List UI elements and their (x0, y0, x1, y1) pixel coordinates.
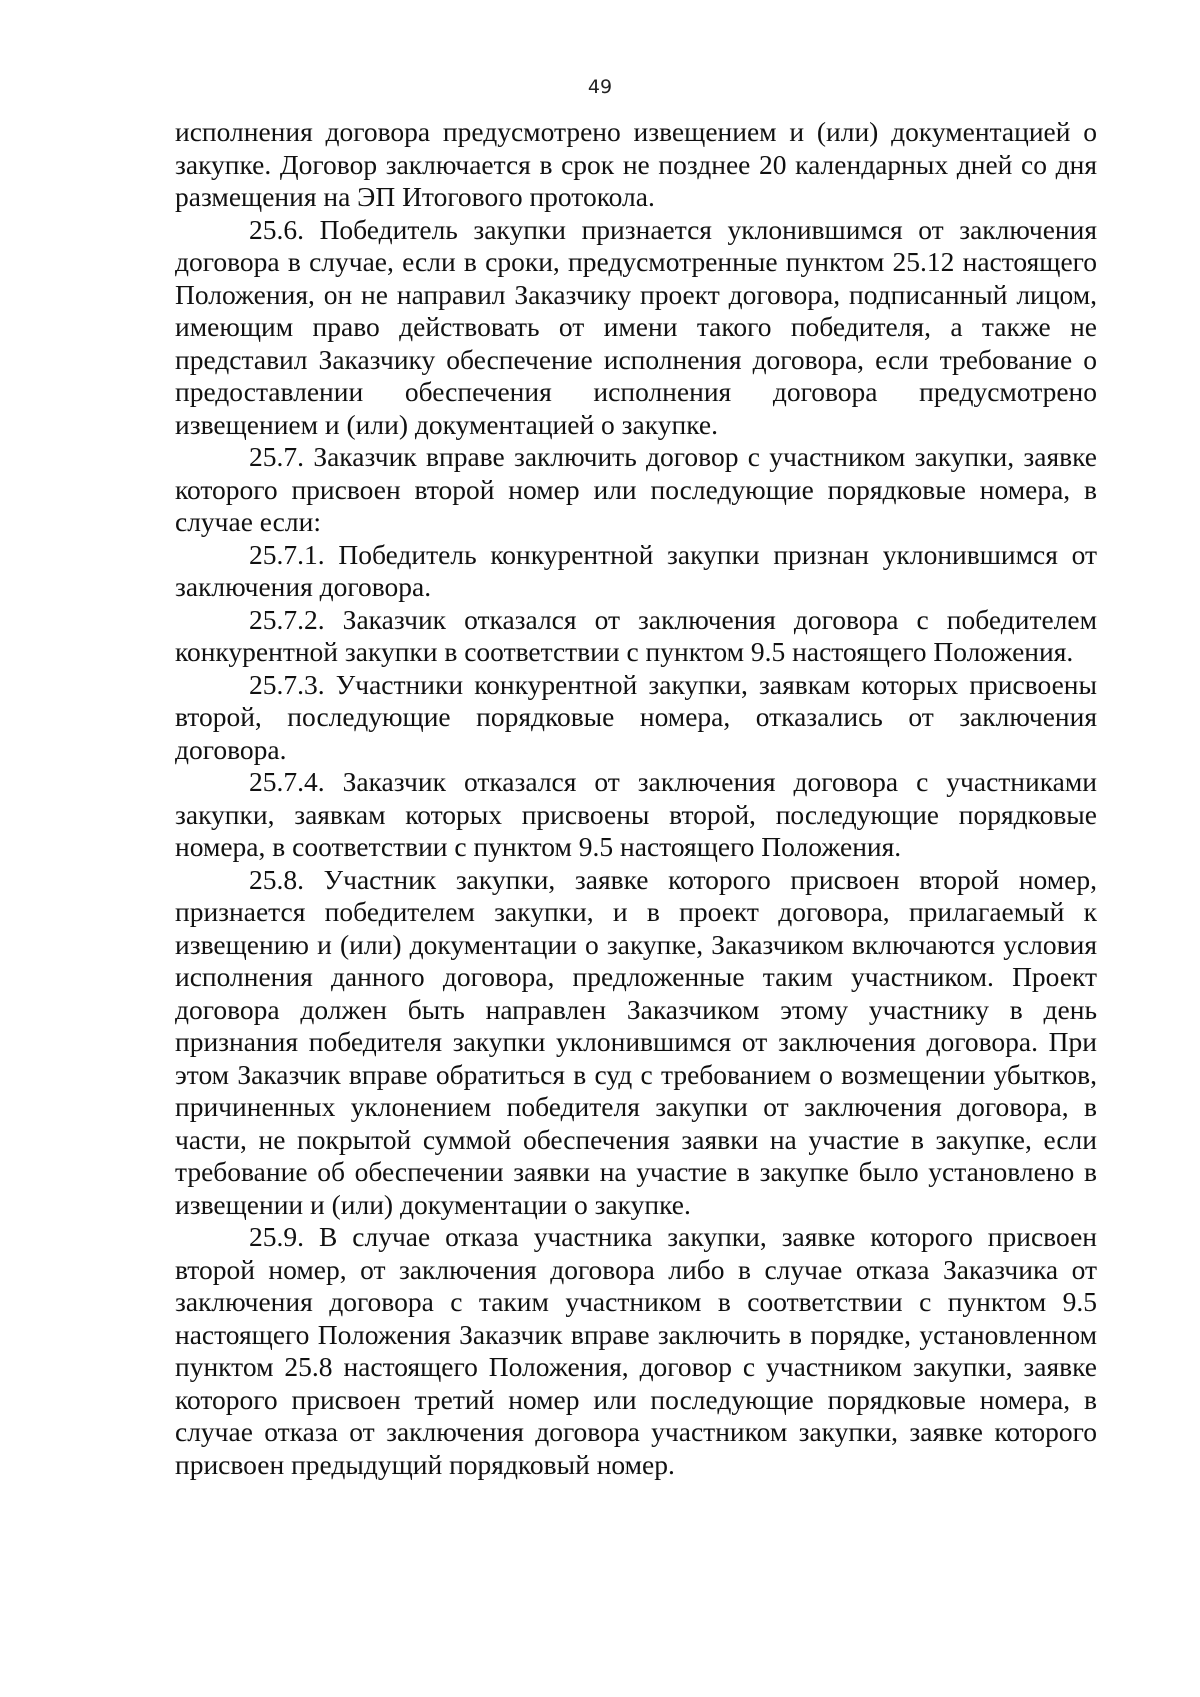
paragraph-25-8: 25.8. Участник закупки, заявке которого присвоен второй номер, признается победителем закупки, и в проект договора, прилагаемый к извещению и (или) документации о закупке, Заказчиком включаются условия исполнения данного договора, предложенные таким участником. Проект договора должен быть направлен Заказчиком этому участнику в день признания победителя закупки уклонившимся от заключения договора. При этом Заказчик вправе обратиться в суд с требованием о возмещении убытков, причиненных уклонением победителя закупки от заключения договора, в части, не покрытой суммой обеспечения заявки на участие в закупке, если требование об обеспечении заявки на участие в закупке было установлено в извещении и (или) документации о закупке. (175, 863, 1097, 1220)
document-body (175, 116, 1097, 1481)
paragraph-continuation: исполнения договора предусмотрено извещением и (или) документацией о закупке. Договор заключается в срок не позднее 20 календарных дней со дня размещения на ЭП Итогового протокола. (175, 116, 1097, 212)
page-number: 49 (587, 76, 613, 98)
paragraph-25-9: 25.9. В случае отказа участника закупки, заявке которого присвоен второй номер, от заключения договора либо в случае отказа Заказчика от заключения договора с таким участником в соответствии с пунктом 9.5 настоящего Положения Заказчик вправе заключить в порядке, установленном пунктом 25.8 настоящего Положения, договор с участником закупки, заявке которого присвоен третий номер или последующие порядковые номера, в случае отказа от заключения договора участником закупки, заявке которого присвоен предыдущий порядковый номер. (175, 1221, 1097, 1480)
paragraph-25-7-1: 25.7.1. Победитель конкурентной закупки признан уклонившимся от заключения договора. (175, 538, 1097, 602)
paragraph-25-7-2: 25.7.2. Заказчик отказался от заключения договора с победителем конкурентной закупки в соответствии с пунктом 9.5 настоящего Положения. (175, 603, 1097, 667)
paragraph-25-6: 25.6. Победитель закупки признается уклонившимся от заключения договора в случае, если в сроки, предусмотренные пунктом 25.12 настоящего Положения, он не направил Заказчику проект договора, подписанный лицом, имеющим право действовать от имени такого победителя, а также не представил Заказчику обеспечение исполнения договора, если требование о предоставлении обеспечения исполнения договора предусмотрено извещением и (или) документацией о закупке. (175, 213, 1097, 440)
paragraph-25-7-4: 25.7.4. Заказчик отказался от заключения договора с участниками закупки, заявкам которых присвоены второй, последующие порядковые номера, в соответствии с пунктом 9.5 настоящего Положения. (175, 766, 1097, 862)
paragraph-25-7-3: 25.7.3. Участники конкурентной закупки, заявкам которых присвоены второй, последующие порядковые номера, отказались от заключения договора. (175, 668, 1097, 765)
paragraph-25-7: 25.7. Заказчик вправе заключить договор с участником закупки, заявке которого присвоен второй номер или последующие порядковые номера, в случае если: (175, 441, 1097, 537)
